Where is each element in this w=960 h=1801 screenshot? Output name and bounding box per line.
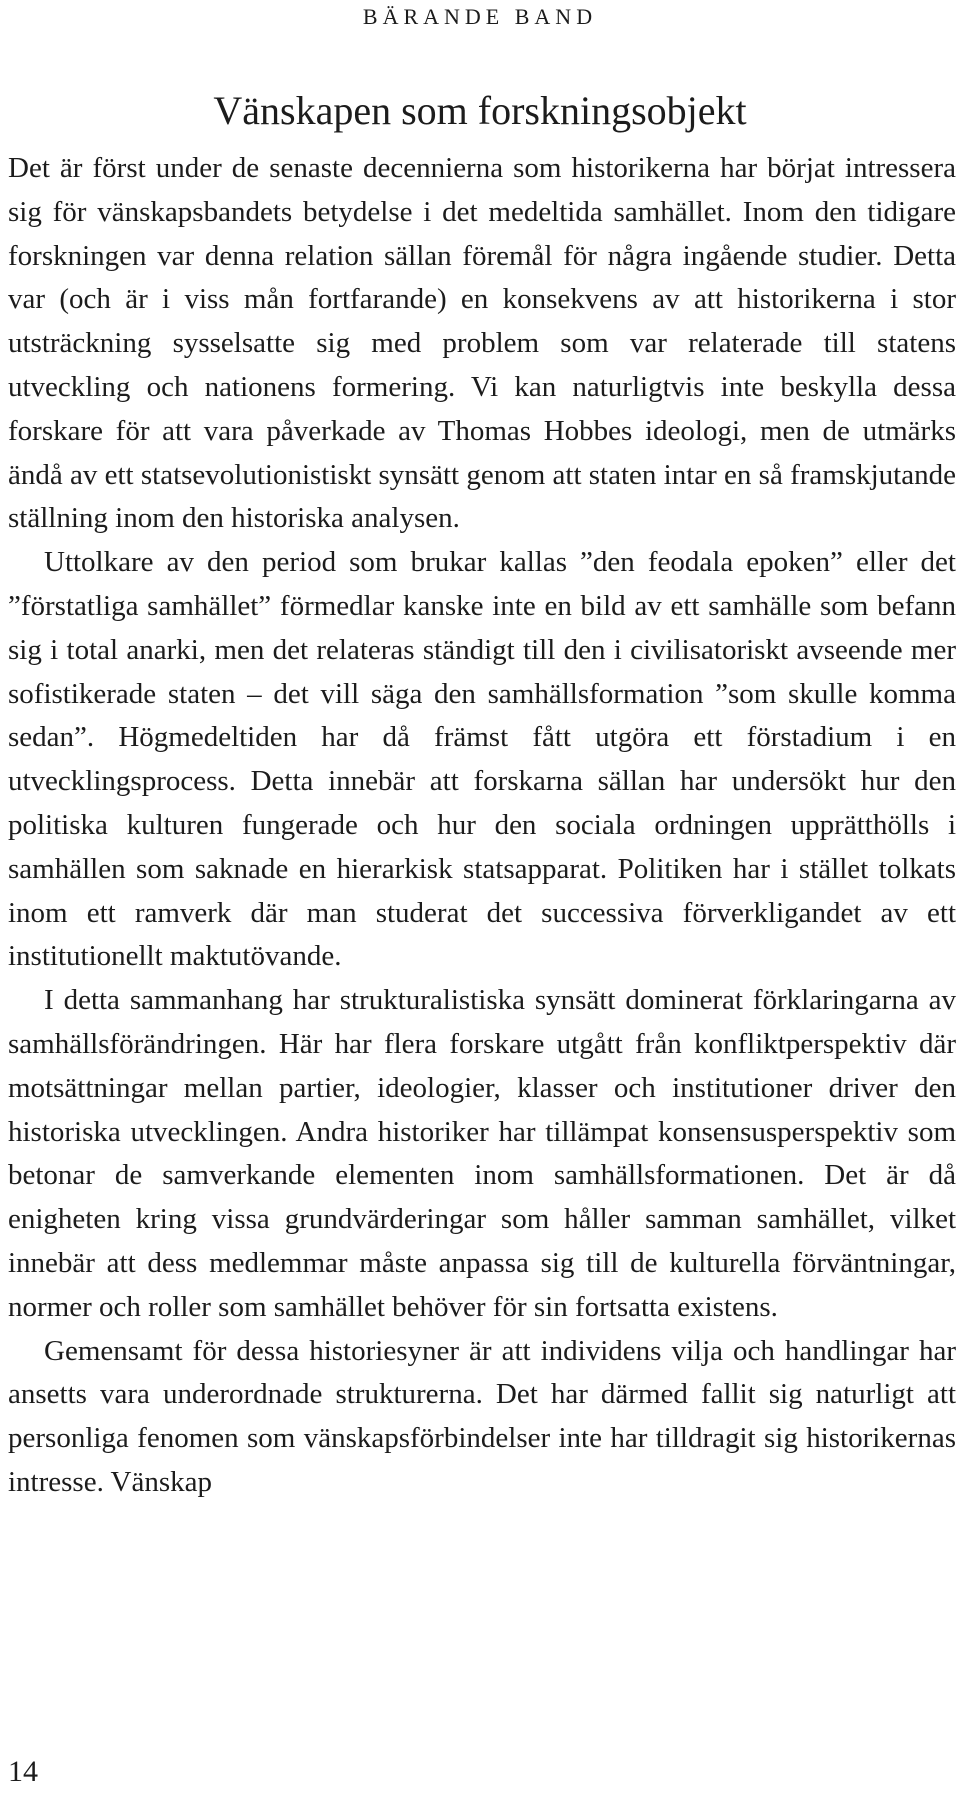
paragraph-4: Gemensamt för dessa historiesyner är att individens vilja och handlingar har ansetts vara underordnade strukturerna. Det har därmed fallit sig naturligt att personliga fenomen som vänskapsförbindelser inte har tilldragit sig historikernas intresse. Vänskap (8, 1334, 956, 1498)
paragraph-2: Uttolkare av den period som brukar kallas ”den feodala epoken” eller det ”förstatliga samhället” förmedlar kanske inte en bild av ett samhälle som befann sig i total anarki, men det relateras ständigt till den i civilisatoriskt avseende mer sofistikerade staten – det vill säga den samhällsformation ”som skulle komma sedan”. Högmedeltiden har då främst fått utgöra ett förstadium i en utvecklingsprocess. Detta innebär att forskarna sällan har undersökt hur den politiska kulturen fungerade och hur den sociala ordningen upprätthölls i samhällen som saknade en hierarkisk statsapparat. Politiken har i stället tolkats inom ett ramverk där man studerat det successiva förverkligandet av ett institutionellt maktutövande. (8, 546, 956, 973)
body-text (8, 147, 956, 1505)
paragraph-3: I detta sammanhang har strukturalistiska synsätt dominerat förklaringarna av samhällsförändringen. Här har flera forskare utgått från konfliktperspektiv där motsättningar mellan partier, ideologier, klasser och institutioner driver den historiska utvecklingen. Andra historiker har tillämpat konsensusperspektiv som betonar de samverkande elementen inom samhällsformationen. Det är då enigheten kring vissa grundvärderingar som håller samman samhället, vilket innebär att dess medlemmar måste anpassa sig till de kulturella förväntningar, normer och roller som samhället behöver för sin fortsatta existens. (8, 984, 956, 1323)
running-head: BÄRANDE BAND (362, 4, 598, 29)
section-title: Vänskapen som forskningsobjekt (213, 88, 747, 133)
page-number: 14 (8, 1755, 38, 1788)
paragraph-1: Det är först under de senaste decennierna som historikerna har börjat intressera sig för vänskapsbandets betydelse i det medeltida samhället. Inom den tidigare forskningen var denna relation sällan föremål för några ingående studier. Detta var (och är i viss mån fortfarande) en konsekvens av att historikerna i stor utsträckning sysselsatte sig med problem som var relaterade till statens utveckling och nationens formering. Vi kan naturligtvis inte beskylla dessa forskare för att vara påverkade av Thomas Hobbes ideologi, men de utmärks ändå av ett statsevolutionistiskt synsätt genom att staten intar en så framskjutande ställning inom den historiska analysen. (8, 152, 956, 535)
